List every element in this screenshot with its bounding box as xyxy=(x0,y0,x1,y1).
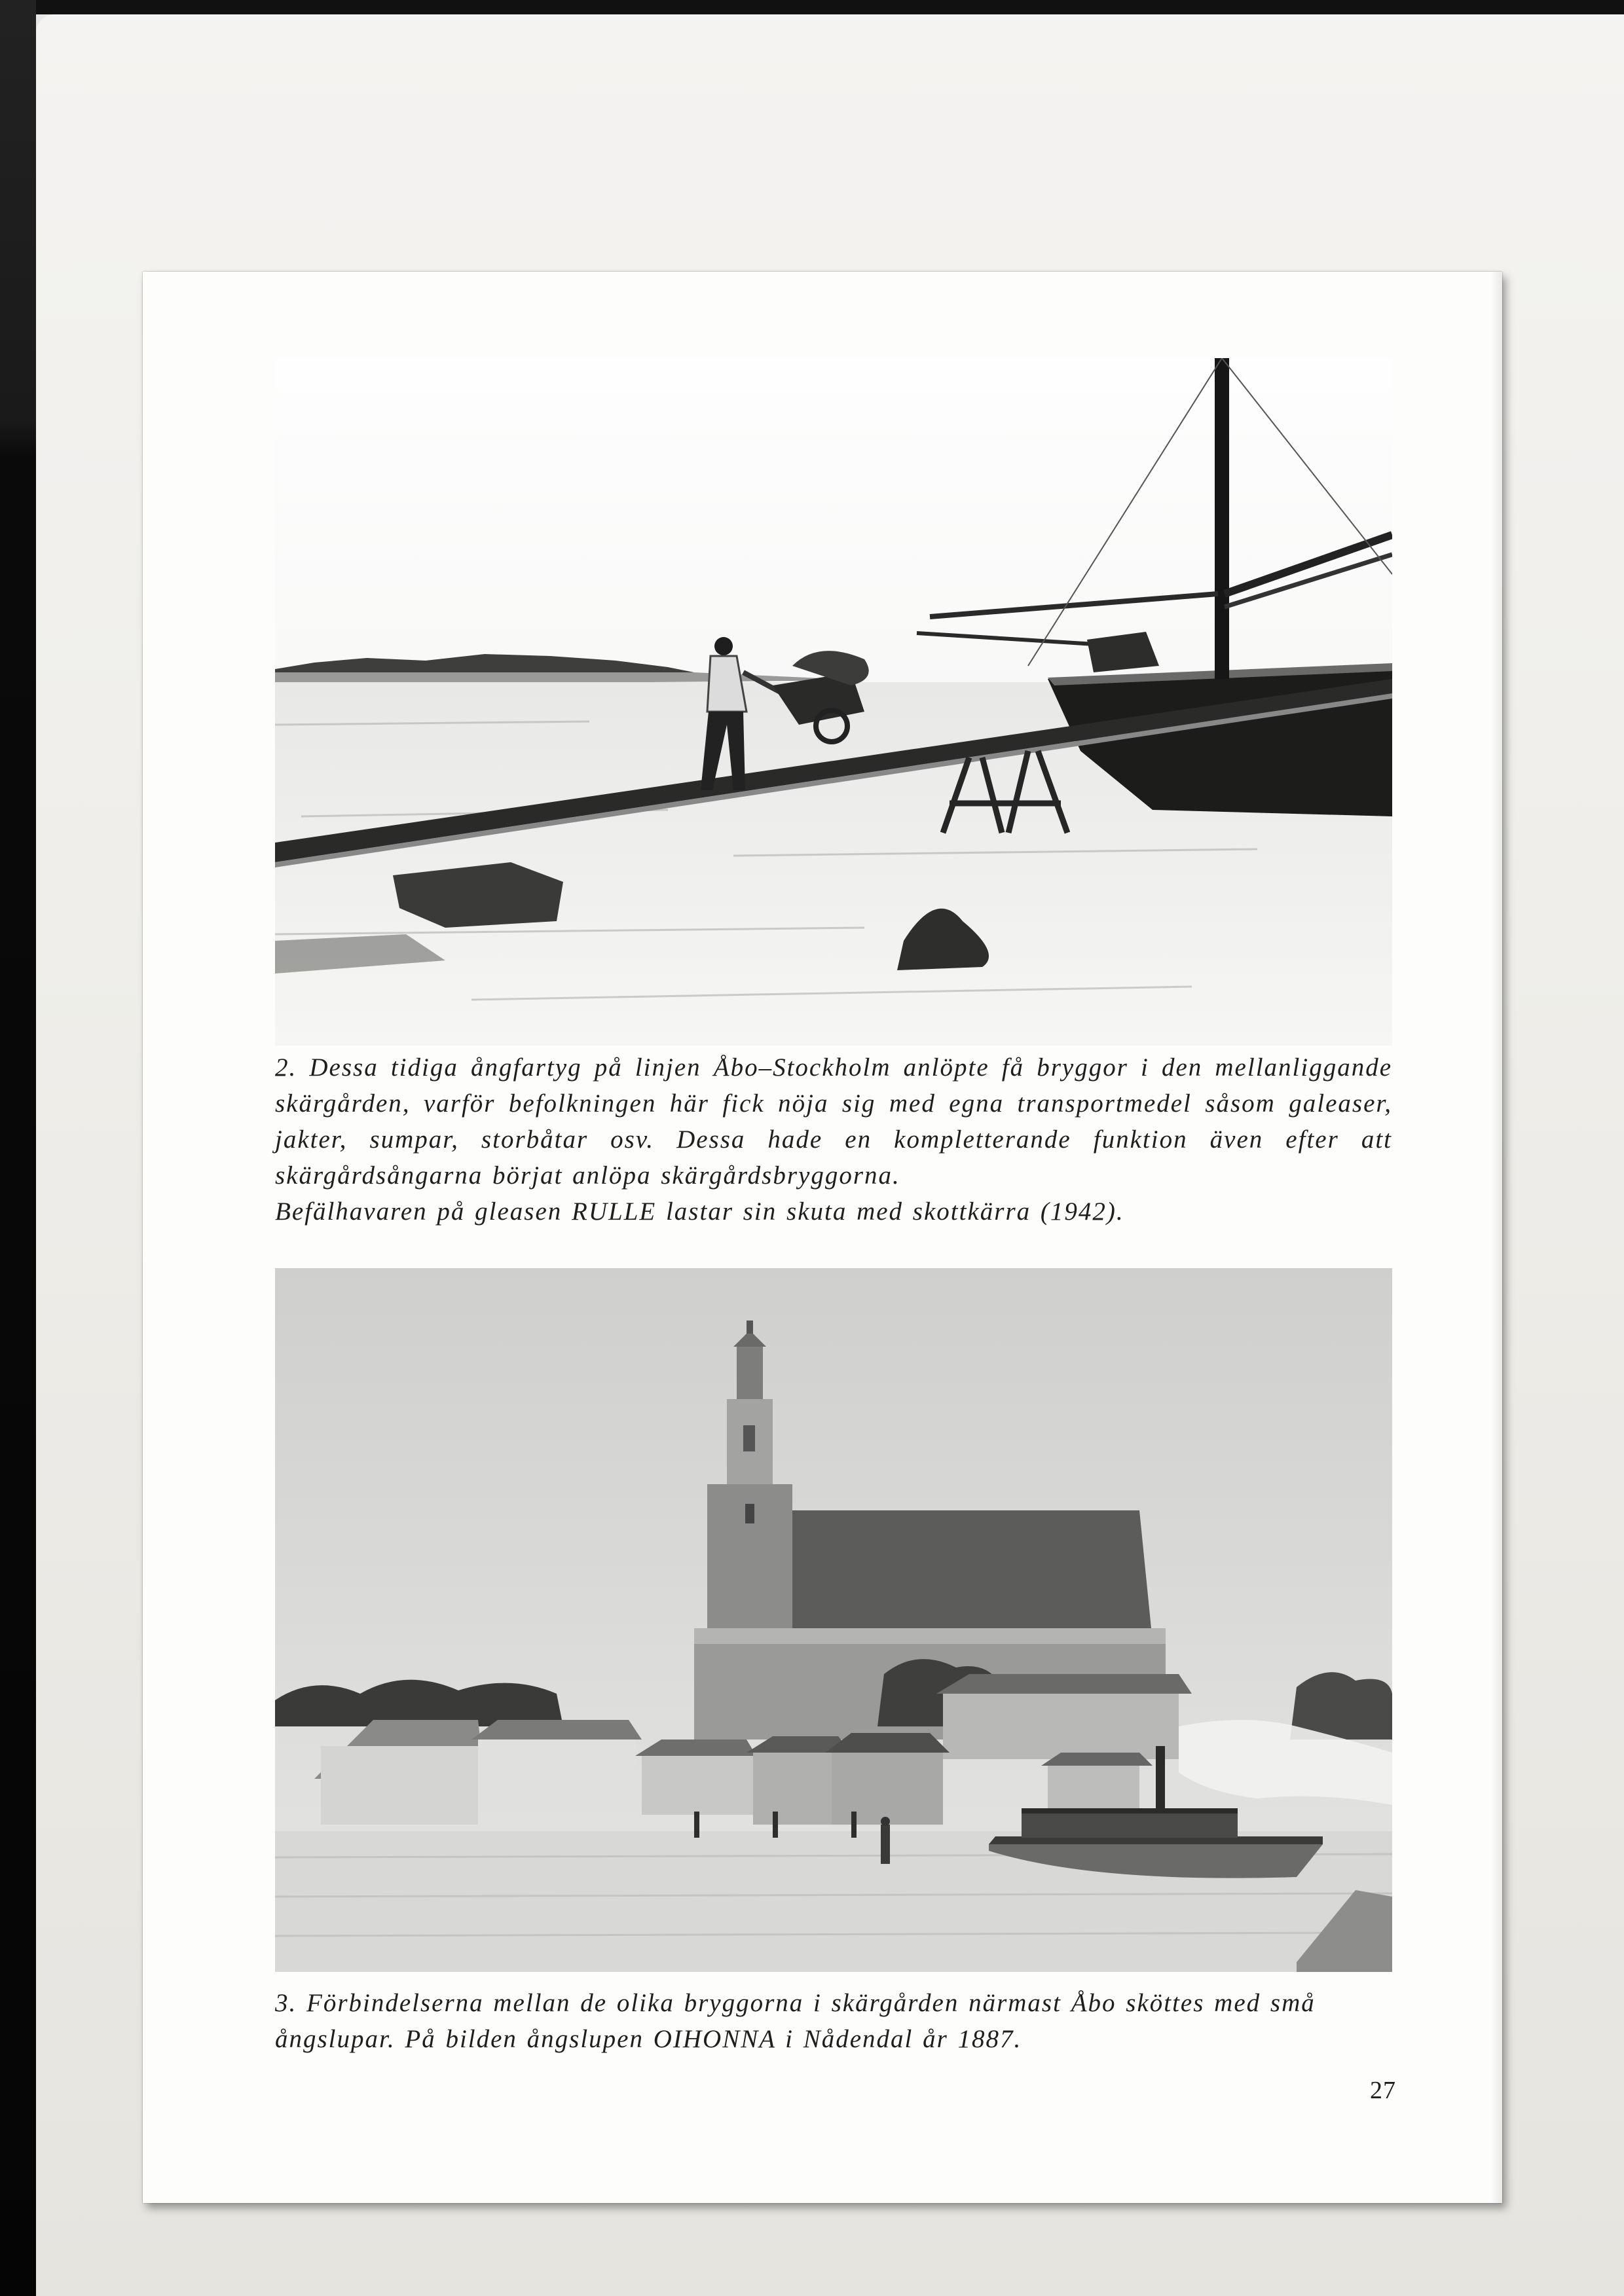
scanner-edge-left xyxy=(0,0,36,2296)
page-number: 27 xyxy=(1370,2077,1396,2104)
figure-3-number: 3. xyxy=(275,1989,297,2017)
scanner-edge-top xyxy=(0,0,1624,14)
photo-wheelbarrow-gangplank xyxy=(275,358,1392,1046)
booklet-page xyxy=(143,272,1502,2203)
figure-2-caption xyxy=(275,1049,1392,1230)
figure-3-caption-text: Förbindelserna mellan de olika bryggorna i skärgården närmast Åbo sköttes med små ångslupar. På bilden ångslupen OIHONNA i Nådendal år 1887. xyxy=(275,1989,1316,2053)
photo-church-steam-launch xyxy=(275,1268,1392,1972)
figure-2-caption-credit: Befälhavaren på gleasen RULLE lastar sin skuta med skottkärra (1942). xyxy=(275,1197,1124,1226)
figure-2-caption-text: Dessa tidiga ångfartyg på linjen Åbo–Stockholm anlöpte få bryggor i den mellanliggande skärgården, varför befolkningen här fick nöja sig med egna transportmedel såsom galeaser, jakter, sumpar, storbåtar osv. Dessa hade en kompletterande funktion även efter att skärgårdsångarna börjat anlöpa skärgårdsbryggorna. xyxy=(275,1053,1393,1190)
figure-3-caption xyxy=(275,1985,1392,2057)
figure-2-number: 2. xyxy=(275,1053,297,1082)
